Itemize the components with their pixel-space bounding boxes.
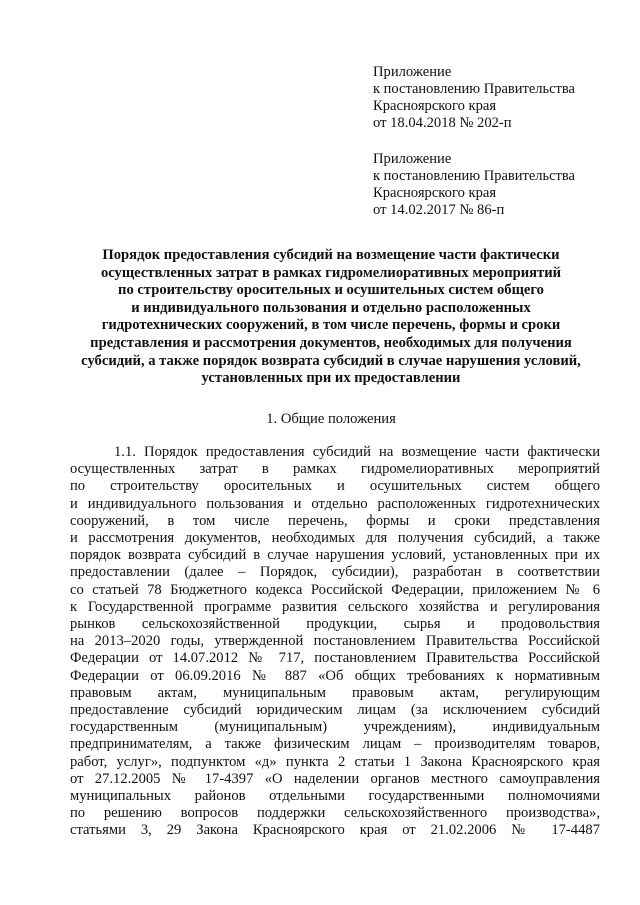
paragraph-line: Федерации от 14.07.2012 № 717, постановлением Правительства Российской bbox=[70, 650, 600, 667]
document-title bbox=[60, 247, 602, 388]
title-line: Порядок предоставления субсидий на возмещение части фактически bbox=[102, 247, 560, 263]
paragraph-line: правовым актам, муниципальным правовым актам, регулирующим bbox=[70, 684, 600, 701]
paragraph-line: предоставлении (далее – Порядок, субсидии), разработан в соответствии bbox=[70, 564, 600, 581]
paragraph-line: порядок возврата субсидий в случае нарушения условий, установленных при их bbox=[70, 547, 600, 564]
paragraph-line: предоставление субсидий юридическим лицам (за исключением субсидий bbox=[70, 702, 600, 719]
paragraph-line: муниципальных районов отдельными государственными полномочиями bbox=[70, 788, 600, 805]
paragraph-line: работ, услуг», подпунктом «д» пункта 2 статьи 1 Закона Красноярского края bbox=[70, 753, 600, 770]
appendix-date-number: от 14.02.2017 № 86-п bbox=[373, 202, 505, 218]
paragraph-line: от 27.12.2005 № 17-4397 «О наделении органов местного самоуправления bbox=[70, 770, 600, 787]
title-line: и индивидуального пользования и отдельно расположенных bbox=[131, 299, 531, 316]
paragraph-line: Федерации от 06.09.2016 № 887 «Об общих требованиях к нормативным bbox=[70, 667, 600, 684]
appendix-region: Красноярского края bbox=[373, 98, 497, 114]
paragraph-line: сооружений, в том числе перечень, формы и сроки представления bbox=[70, 512, 600, 529]
title-line: представления и рассмотрения документов, необходимых для получения bbox=[90, 334, 572, 351]
appendix-header-original bbox=[373, 151, 575, 219]
paragraph-line: и рассмотрения документов, необходимых для получения субсидий, а также bbox=[70, 530, 600, 547]
paragraph-line: на 2013–2020 годы, утвержденной постановлением Правительства Российской bbox=[70, 633, 600, 650]
title-line: субсидий, а также порядок возврата субсидий в случае нарушения условий, bbox=[81, 352, 581, 369]
paragraph-line: государственным (муниципальным) учреждениям), индивидуальным bbox=[70, 719, 600, 736]
title-line: осуществленных затрат в рамках гидромелиоративных мероприятий bbox=[100, 264, 562, 281]
paragraph-line: статьями 3, 29 Закона Красноярского края от 21.02.2006 № 17-4487 bbox=[70, 822, 600, 839]
title-line: установленных при их предоставлении bbox=[201, 370, 461, 387]
paragraph-line: по строительству оросительных и осушительных систем общего bbox=[70, 478, 600, 495]
appendix-header-current bbox=[373, 64, 575, 132]
paragraph-line: и индивидуального пользования и отдельно расположенных гидротехнических bbox=[70, 495, 600, 512]
appendix-label: Приложение bbox=[373, 151, 452, 167]
paragraph-line: 1.1. Порядок предоставления субсидий на возмещение части фактически bbox=[114, 444, 600, 460]
appendix-date-number: от 18.04.2018 № 202-п bbox=[373, 115, 512, 131]
title-line: по строительству оросительных и осушительных систем общего bbox=[118, 282, 544, 299]
paragraph-1-1 bbox=[70, 444, 600, 840]
paragraph-line: по решению вопросов поддержки сельскохозяйственного производства», bbox=[70, 805, 600, 822]
paragraph-line: осуществленных затрат в рамках гидромелиоративных мероприятий bbox=[70, 461, 600, 478]
title-line: гидротехнических сооружений, в том числе перечень, формы и сроки bbox=[101, 317, 561, 334]
appendix-decree-reference: к постановлению Правительства bbox=[373, 81, 575, 97]
paragraph-line: к Государственной программе развития сельского хозяйства и регулирования bbox=[70, 598, 600, 615]
section-heading: 1. Общие положения bbox=[266, 411, 396, 427]
paragraph-line: со статьей 78 Бюджетного кодекса Российской Федерации, приложением № 6 bbox=[70, 581, 600, 598]
appendix-decree-reference: к постановлению Правительства bbox=[373, 168, 575, 184]
appendix-region: Красноярского края bbox=[373, 185, 497, 201]
paragraph-line: предпринимателям, а также физическим лицам – производителям товаров, bbox=[70, 736, 600, 753]
appendix-label: Приложение bbox=[373, 64, 452, 80]
paragraph-line: рынков сельскохозяйственной продукции, сырья и продовольствия bbox=[70, 616, 600, 633]
